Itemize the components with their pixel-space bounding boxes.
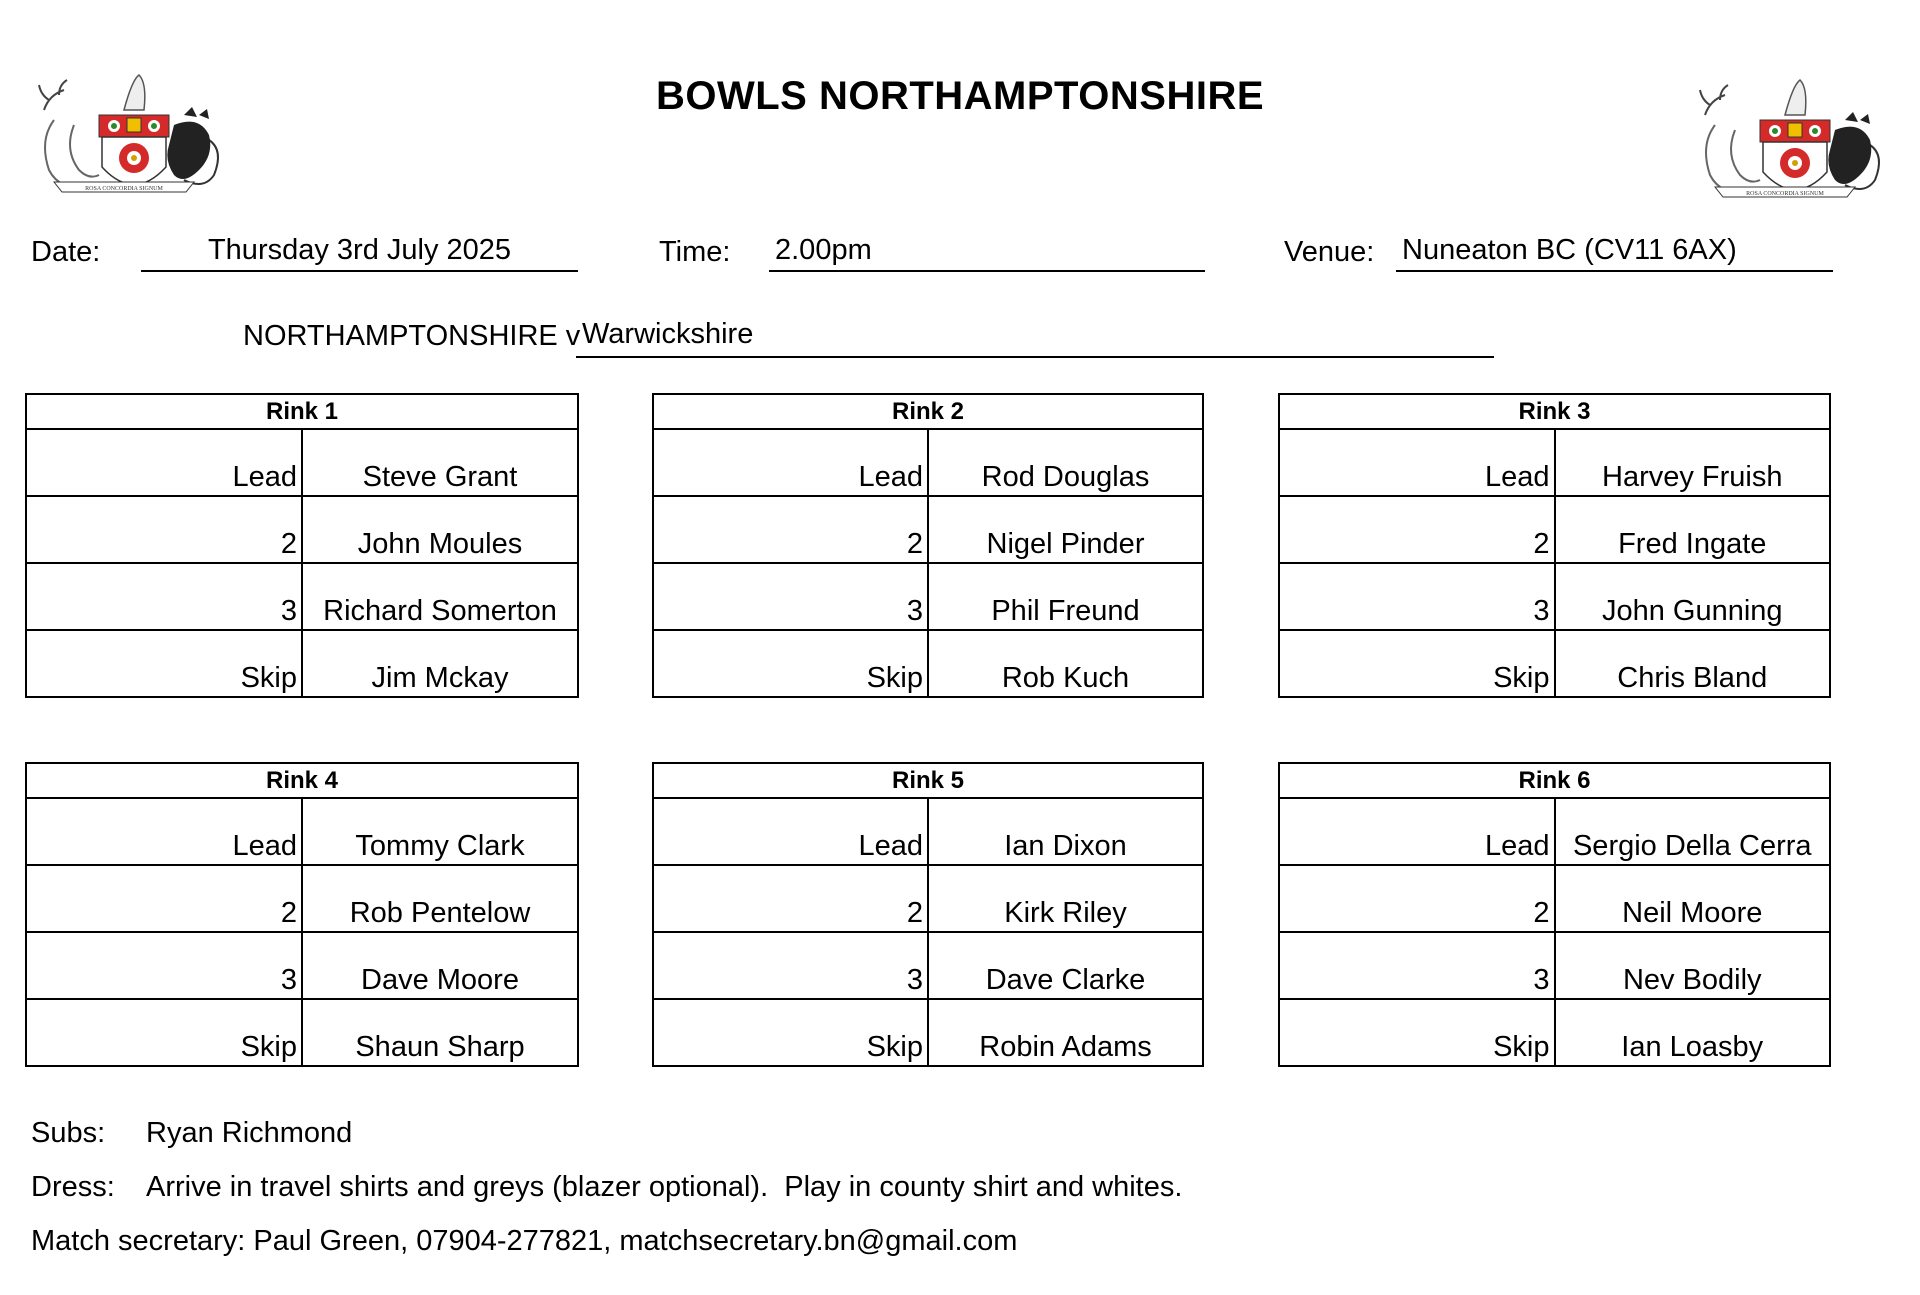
player-name-cell: Dave Clarke	[928, 932, 1203, 999]
player-name-cell: Neil Moore	[1555, 865, 1831, 932]
position-cell: Lead	[26, 429, 302, 496]
svg-text:ROSA CONCORDIA SIGNUM: ROSA CONCORDIA SIGNUM	[85, 186, 163, 192]
player-name-cell: Rod Douglas	[928, 429, 1203, 496]
position-cell: Skip	[1279, 999, 1555, 1066]
position-cell: 3	[1279, 563, 1555, 630]
position-cell: Lead	[26, 798, 302, 865]
player-name-cell: Dave Moore	[302, 932, 578, 999]
table-row	[1279, 563, 1830, 630]
table-row	[26, 865, 578, 932]
rink-table	[1278, 393, 1831, 698]
position-cell: Skip	[26, 999, 302, 1066]
player-name-cell: John Moules	[302, 496, 578, 563]
table-row	[26, 798, 578, 865]
position-cell: 2	[26, 865, 302, 932]
player-name-cell: Nigel Pinder	[928, 496, 1203, 563]
subs-value: Ryan Richmond	[146, 1117, 353, 1149]
position-cell: 3	[653, 563, 928, 630]
time-value: 2.00pm	[769, 234, 1205, 272]
table-row	[26, 932, 578, 999]
table-row	[653, 865, 1203, 932]
page-title: BOWLS NORTHAMPTONSHIRE	[655, 74, 1265, 118]
position-cell: Skip	[653, 630, 928, 697]
position-cell: 3	[653, 932, 928, 999]
table-row	[1279, 999, 1830, 1066]
opponent-value: Warwickshire	[576, 318, 1494, 358]
rink-title: Rink 2	[653, 394, 1203, 429]
rink-table	[25, 393, 579, 698]
position-cell: Skip	[26, 630, 302, 697]
date-label: Date:	[31, 236, 101, 268]
player-name-cell: Phil Freund	[928, 563, 1203, 630]
table-row	[653, 630, 1203, 697]
subs-label: Subs:	[31, 1117, 106, 1149]
rink-title: Rink 5	[653, 763, 1203, 798]
player-name-cell: Rob Pentelow	[302, 865, 578, 932]
date-value: Thursday 3rd July 2025	[141, 234, 578, 272]
position-cell: Lead	[653, 429, 928, 496]
table-row	[653, 932, 1203, 999]
table-row	[653, 429, 1203, 496]
subs-line	[31, 1117, 352, 1150]
player-name-cell: Kirk Riley	[928, 865, 1203, 932]
table-row	[1279, 429, 1830, 496]
position-cell: 3	[1279, 932, 1555, 999]
position-cell: 2	[653, 496, 928, 563]
dress-value: Arrive in travel shirts and greys (blazer optional). Play in county shirt and whites.	[146, 1171, 1183, 1203]
table-row	[26, 496, 578, 563]
player-name-cell: Steve Grant	[302, 429, 578, 496]
dress-label: Dress:	[31, 1171, 115, 1203]
table-row	[1279, 496, 1830, 563]
player-name-cell: Rob Kuch	[928, 630, 1203, 697]
table-row	[1279, 798, 1830, 865]
position-cell: Lead	[1279, 798, 1555, 865]
table-row	[26, 999, 578, 1066]
position-cell: Lead	[1279, 429, 1555, 496]
position-cell: 3	[26, 932, 302, 999]
table-row	[1279, 865, 1830, 932]
position-cell: Skip	[653, 999, 928, 1066]
venue-value: Nuneaton BC (CV11 6AX)	[1396, 234, 1833, 272]
rink-table	[25, 762, 579, 1067]
player-name-cell: Jim Mckay	[302, 630, 578, 697]
player-name-cell: Robin Adams	[928, 999, 1203, 1066]
rink-title: Rink 4	[26, 763, 578, 798]
table-row	[653, 798, 1203, 865]
player-name-cell: Chris Bland	[1555, 630, 1831, 697]
position-cell: 2	[26, 496, 302, 563]
player-name-cell: Fred Ingate	[1555, 496, 1831, 563]
player-name-cell: Shaun Sharp	[302, 999, 578, 1066]
position-cell: Skip	[1279, 630, 1555, 697]
rink-table	[652, 393, 1204, 698]
position-cell: 2	[653, 865, 928, 932]
player-name-cell: Ian Dixon	[928, 798, 1203, 865]
rink-table	[652, 762, 1204, 1067]
player-name-cell: Ian Loasby	[1555, 999, 1831, 1066]
player-name-cell: Tommy Clark	[302, 798, 578, 865]
position-cell: 2	[1279, 496, 1555, 563]
table-row	[653, 496, 1203, 563]
rink-title: Rink 1	[26, 394, 578, 429]
player-name-cell: Nev Bodily	[1555, 932, 1831, 999]
rink-title: Rink 3	[1279, 394, 1830, 429]
dress-line	[31, 1171, 1182, 1204]
venue-label: Venue:	[1284, 236, 1375, 268]
player-name-cell: Harvey Fruish	[1555, 429, 1831, 496]
table-row	[653, 999, 1203, 1066]
rink-table	[1278, 762, 1831, 1067]
table-row	[1279, 932, 1830, 999]
svg-text:ROSA CONCORDIA SIGNUM: ROSA CONCORDIA SIGNUM	[1746, 191, 1824, 197]
home-team-label: NORTHAMPTONSHIRE v	[243, 320, 581, 352]
match-secretary-line: Match secretary: Paul Green, 07904-277821, matchsecretary.bn@gmail.com	[31, 1225, 1018, 1257]
position-cell: 2	[1279, 865, 1555, 932]
position-cell: 3	[26, 563, 302, 630]
rink-title: Rink 6	[1279, 763, 1830, 798]
table-row	[26, 563, 578, 630]
time-label: Time:	[659, 236, 731, 268]
position-cell: Lead	[653, 798, 928, 865]
player-name-cell: Richard Somerton	[302, 563, 578, 630]
player-name-cell: Sergio Della Cerra	[1555, 798, 1831, 865]
table-row	[1279, 630, 1830, 697]
player-name-cell: John Gunning	[1555, 563, 1831, 630]
table-row	[26, 630, 578, 697]
table-row	[653, 563, 1203, 630]
table-row	[26, 429, 578, 496]
